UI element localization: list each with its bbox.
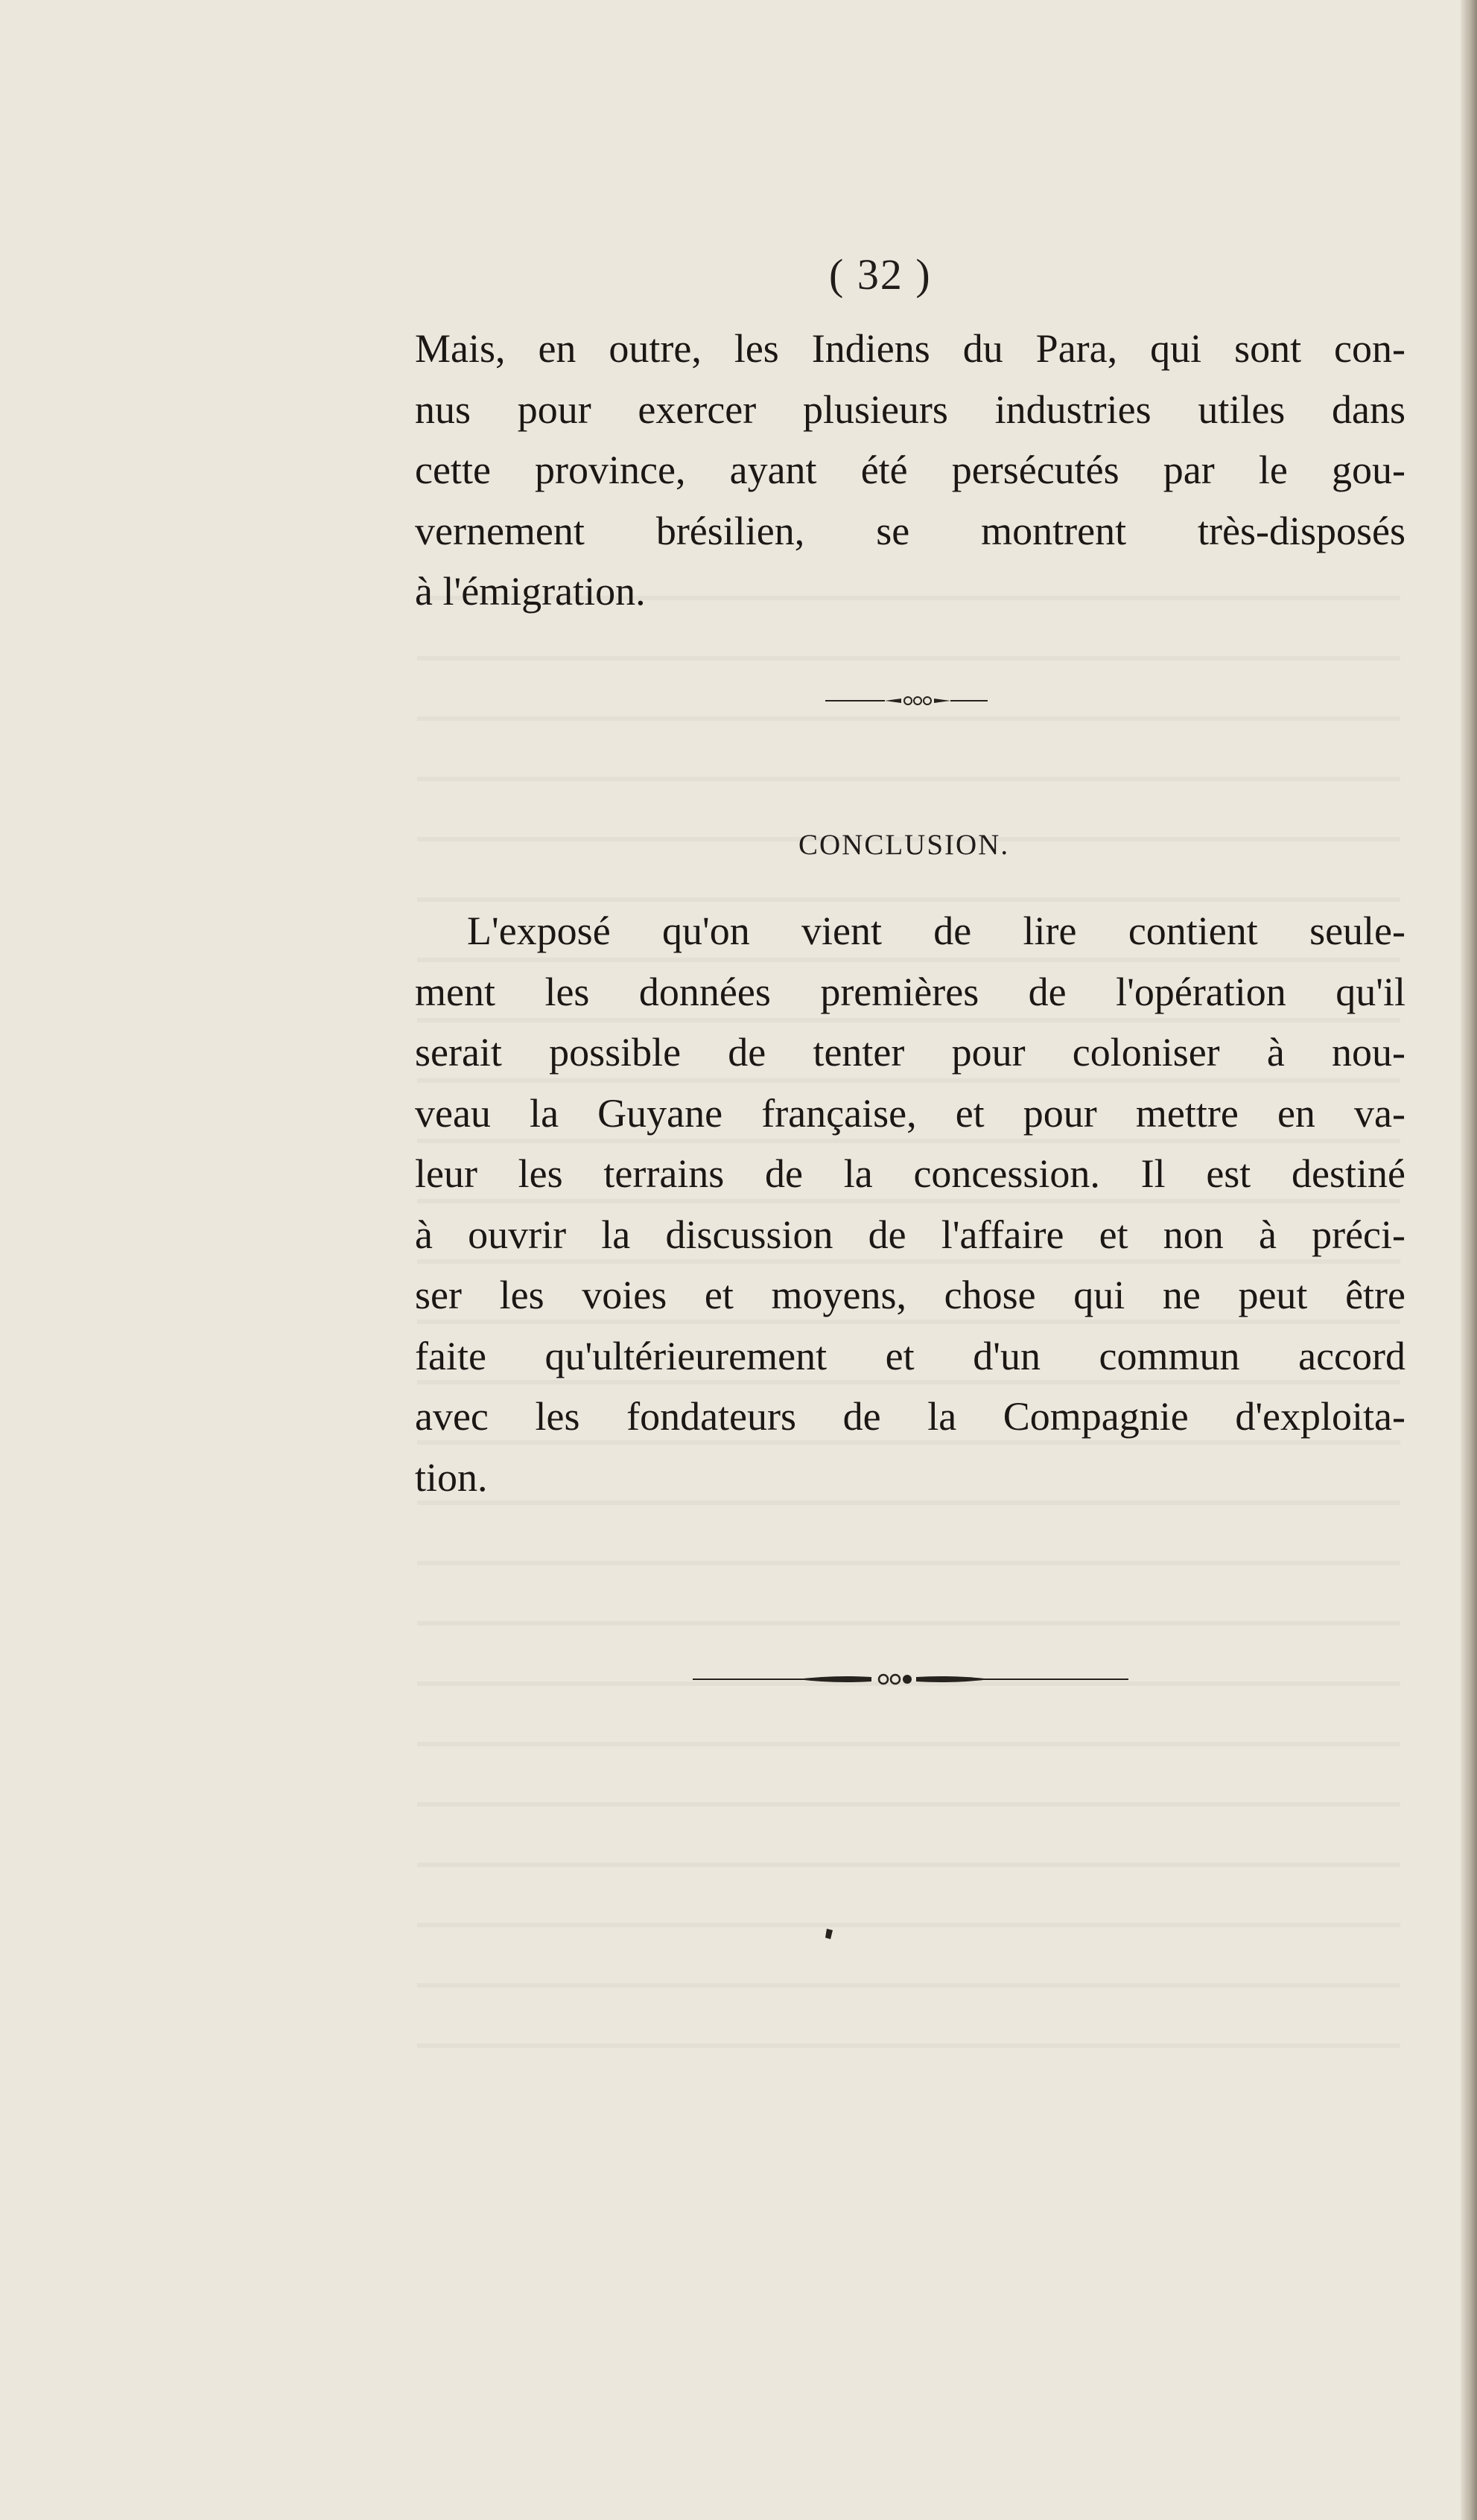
ornamental-divider-small [825, 693, 988, 709]
paragraph-line: leur les terrains de la concession. Il est destiné [415, 1151, 1405, 1196]
page-edge [1461, 0, 1477, 2520]
paragraph-line: tion. [415, 1454, 488, 1500]
paragraph-line: ser les voies et moyens, chose qui ne peut être [415, 1273, 1405, 1317]
page-number: ( 32 ) [829, 250, 932, 299]
paragraph-line: veau la Guyane française, et pour mettre en va- [415, 1090, 1405, 1136]
paragraph-line: nus pour exercer plusieurs industries utiles dans [415, 386, 1405, 432]
printer-mark [824, 1927, 834, 1941]
paragraph-line: L'exposé qu'on vient de lire contient seule- [467, 909, 1405, 953]
paragraph-line: à ouvrir la discussion de l'affaire et non à préci- [415, 1212, 1405, 1257]
paragraph-line: ment les données premières de l'opération qu'il [415, 969, 1405, 1014]
section-heading: CONCLUSION. [798, 829, 1010, 861]
ornamental-divider-large [693, 1670, 1128, 1688]
paragraph-line: cette province, ayant été persécutés par le gou- [415, 448, 1405, 492]
paragraph-conclusion [415, 901, 1405, 1508]
paragraph-indians-of-para [415, 319, 1405, 623]
paragraph-line: serait possible de tenter pour coloniser à nou- [415, 1030, 1405, 1075]
paragraph-line: Mais, en outre, les Indiens du Para, qui sont con- [415, 326, 1405, 371]
paragraph-line: à l'émigration. [415, 569, 646, 614]
paragraph-line: vernement brésilien, se montrent très-disposés [415, 508, 1405, 553]
paragraph-line: avec les fondateurs de la Compagnie d'exploita- [415, 1394, 1405, 1439]
paragraph-line: faite qu'ultérieurement et d'un commun accord [415, 1333, 1405, 1378]
